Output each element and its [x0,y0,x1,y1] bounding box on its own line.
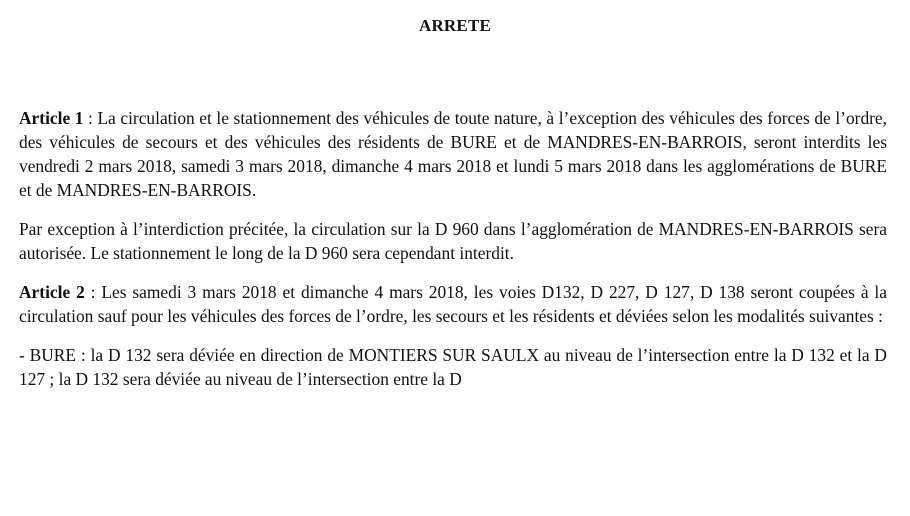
document-title: ARRETE [418,16,492,35]
article-1-paragraph [19,106,887,202]
document-body [19,106,887,406]
bure-deviation-paragraph: - BURE : la D 132 sera déviée en direction de MONTIERS SUR SAULX au niveau de l’intersection entre la D 132 et la D 127 ; la D 132 sera déviée au niveau de l’intersection entre la D [19,345,887,389]
article-1-text: : La circulation et le stationnement des véhicules de toute nature, à l’exception des véhicules des forces de l’ordre, des véhicules de secours et des véhicules des résidents de BURE et de MANDRES-EN-BARROIS, seront interdits les vendredi 2 mars 2018, samedi 3 mars 2018, dimanche 4 mars 2018 et lundi 5 mars 2018 dans les agglomérations de BURE et de MANDRES-EN-BARROIS. [19,108,887,200]
article-2-text: : Les samedi 3 mars 2018 et dimanche 4 mars 2018, les voies D132, D 227, D 127, D 138 seront coupées à la circulation sauf pour les véhicules des forces de l’ordre, les secours et les résidents et déviées selon les modalités suivantes : [19,282,887,326]
article-2-paragraph [19,280,887,328]
article-1-label: Article 1 [19,108,84,128]
article-2-label: Article 2 [19,282,85,302]
exception-paragraph: Par exception à l’interdiction précitée, la circulation sur la D 960 dans l’agglomération de MANDRES-EN-BARROIS sera autorisée. Le stationnement le long de la D 960 sera cependant interdit. [19,219,887,263]
